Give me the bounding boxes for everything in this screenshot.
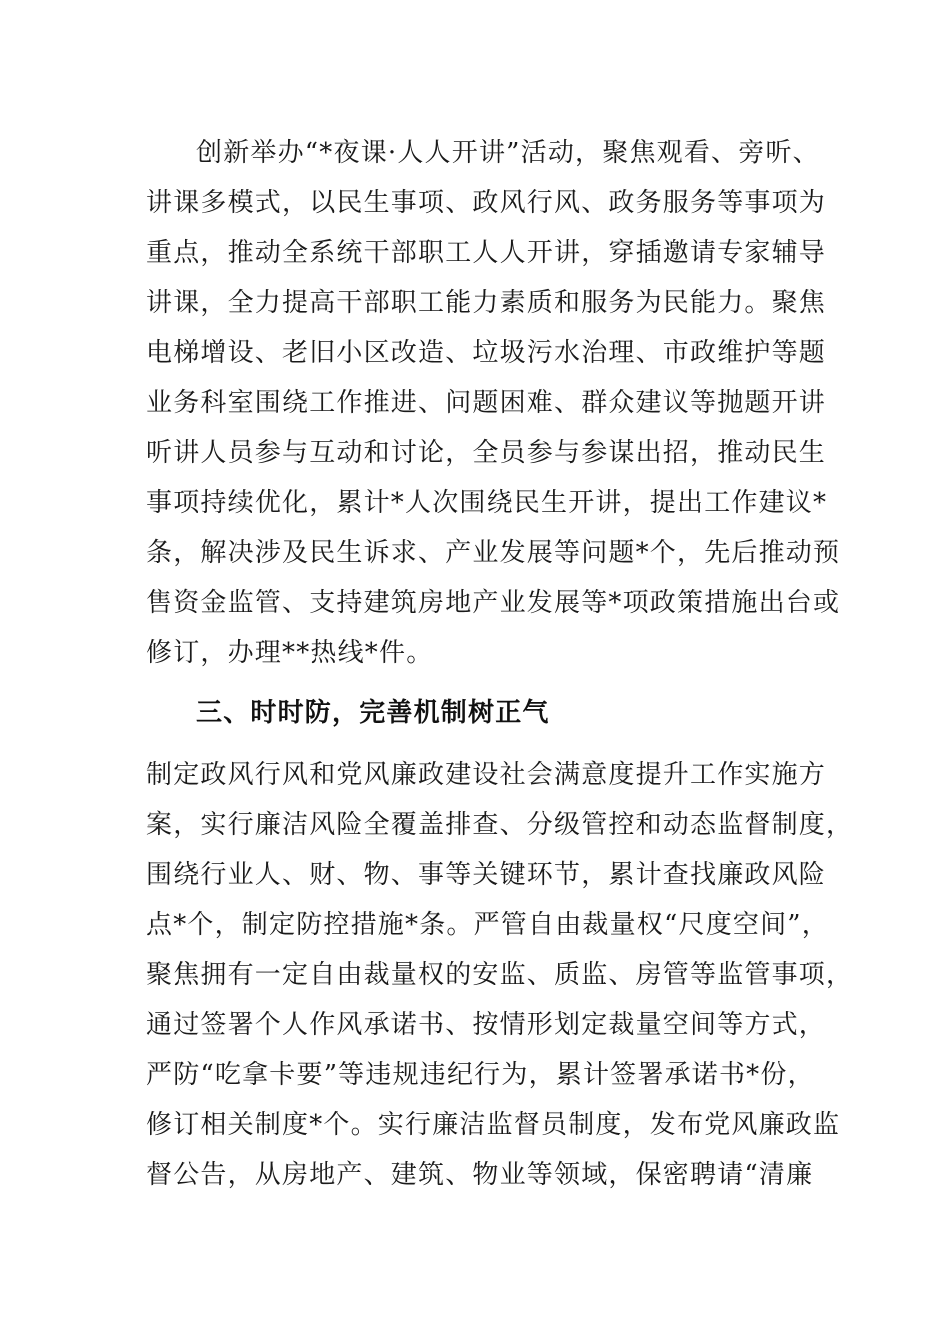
paragraph-line: 条，解决涉及民生诉求、产业发展等问题*个，先后推动预	[146, 538, 841, 568]
paragraph-line: 创新举办“*夜课·人人开讲”活动，聚焦观看、旁听、	[196, 138, 820, 168]
paragraph-line: 制定政风行风和党风廉政建设社会满意度提升工作实施方	[146, 760, 827, 790]
paragraph-line: 电梯增设、老旧小区改造、垃圾污水治理、市政维护等题	[146, 338, 827, 368]
paragraph-line: 售资金监管、支持建筑房地产业发展等*项政策措施出台或	[146, 588, 841, 618]
paragraph-line: 案，实行廉洁风险全覆盖排查、分级管控和动态监督制度，	[146, 810, 854, 840]
paragraph-line: 讲课多模式，以民生事项、政风行风、政务服务等事项为	[146, 188, 827, 218]
paragraph-line: 通过签署个人作风承诺书、按情形划定裁量空间等方式，	[146, 1010, 827, 1040]
paragraph-line: 听讲人员参与互动和讨论，全员参与参谋出招，推动民生	[146, 438, 827, 468]
paragraph-line: 重点，推动全系统干部职工人人开讲，穿插邀请专家辅导	[146, 238, 827, 268]
paragraph-line: 事项持续优化，累计*人次围绕民生开讲，提出工作建议*	[146, 488, 828, 518]
paragraph-line: 围绕行业人、财、物、事等关键环节，累计查找廉政风险	[146, 860, 827, 890]
paragraph-line: 修订，办理**热线*件。	[146, 638, 434, 668]
paragraph-line: 严防“吃拿卡要”等违规违纪行为，累计签署承诺书*份，	[146, 1060, 815, 1090]
paragraph-line: 讲课，全力提高干部职工能力素质和服务为民能力。聚焦	[146, 288, 827, 318]
section-heading: 三、时时防，完善机制树正气	[196, 698, 550, 728]
paragraph-line: 修订相关制度*个。实行廉洁监督员制度，发布党风廉政监	[146, 1110, 841, 1140]
paragraph-line: 点*个，制定防控措施*条。严管自由裁量权“尺度空间”，	[146, 910, 829, 940]
paragraph-line: 督公告，从房地产、建筑、物业等领域，保密聘请“清廉	[146, 1160, 814, 1190]
paragraph-line: 业务科室围绕工作推进、问题困难、群众建议等抛题开讲	[146, 388, 827, 418]
paragraph-line: 聚焦拥有一定自由裁量权的安监、质监、房管等监管事项，	[146, 960, 854, 990]
